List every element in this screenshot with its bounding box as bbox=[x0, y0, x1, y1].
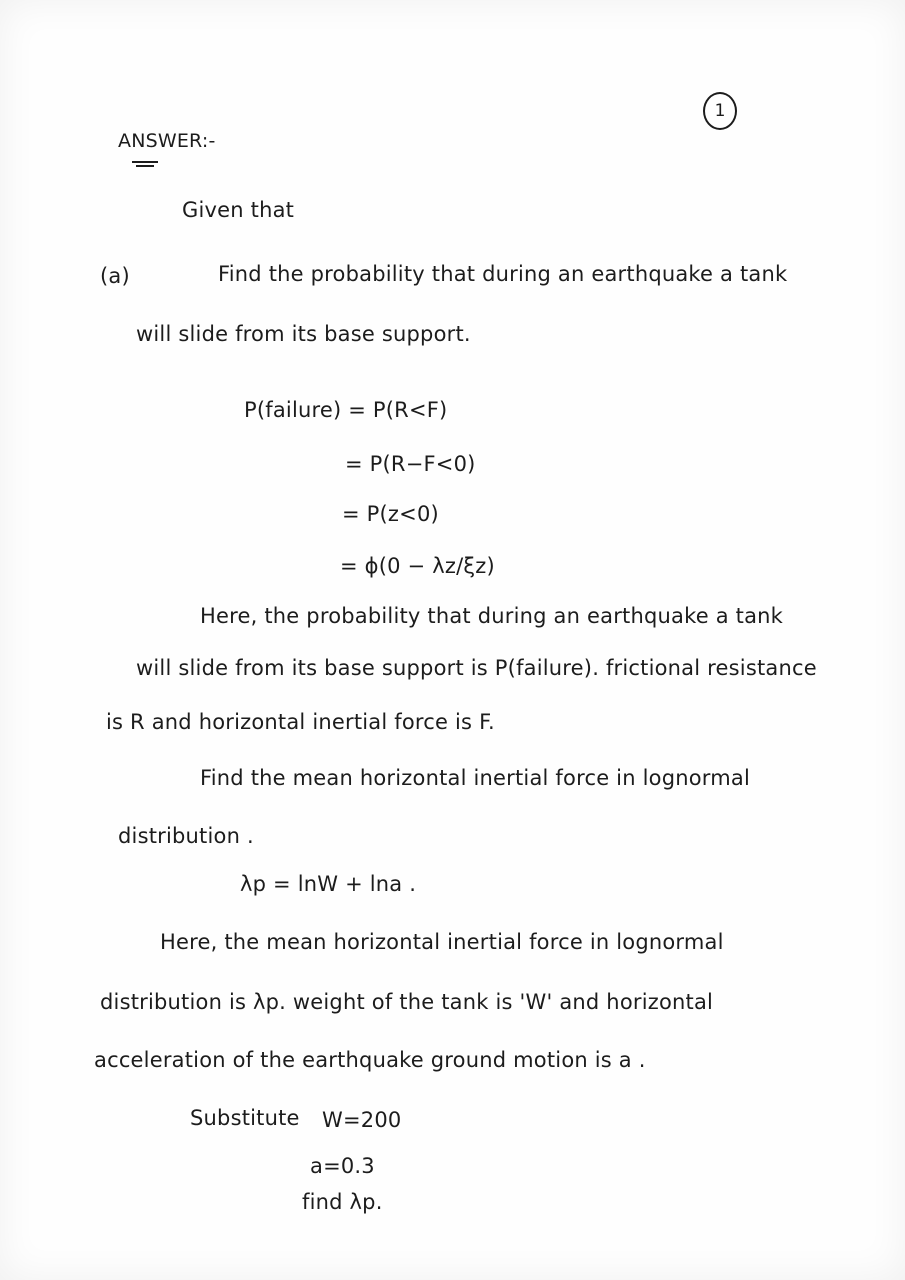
find-mean-line-1: Find the mean horizontal inertial force in lognormal bbox=[200, 766, 751, 790]
find-mean-line-2: distribution . bbox=[118, 824, 254, 848]
equation-line-2: = P(R−F<0) bbox=[345, 452, 476, 476]
here-line-2: will slide from its base support is P(failure). frictional resistance bbox=[136, 656, 817, 680]
substitute-label: Substitute bbox=[190, 1106, 300, 1130]
find-line-1: Find the probability that during an earthquake a tank bbox=[218, 262, 788, 286]
here-mean-line-3: acceleration of the earthquake ground motion is a . bbox=[94, 1048, 646, 1072]
w-value: W=200 bbox=[322, 1108, 402, 1132]
here-mean-line-1: Here, the mean horizontal inertial force in lognormal bbox=[160, 930, 724, 954]
a-value: a=0.3 bbox=[310, 1154, 375, 1178]
here-mean-line-2: distribution is λp. weight of the tank is 'W' and horizontal bbox=[100, 990, 714, 1014]
answer-heading: ANSWER:- bbox=[118, 130, 216, 152]
heading-underline-2 bbox=[136, 165, 154, 167]
given-line: Given that bbox=[182, 198, 295, 222]
page-number bbox=[703, 92, 737, 130]
part-label: (a) bbox=[100, 264, 130, 288]
find-line-2: will slide from its base support. bbox=[136, 322, 471, 346]
equation-line-4: = ϕ(0 − λz/ξz) bbox=[340, 554, 495, 578]
lambda-equation: λp = lnW + lna . bbox=[240, 872, 417, 896]
find-lambda: find λp. bbox=[302, 1190, 383, 1214]
here-line-3: is R and horizontal inertial force is F. bbox=[106, 710, 495, 734]
equation-line-1: P(failure) = P(R<F) bbox=[244, 398, 448, 422]
heading-underline bbox=[132, 161, 158, 163]
here-line-1: Here, the probability that during an earthquake a tank bbox=[200, 604, 784, 628]
equation-line-3: = P(z<0) bbox=[342, 502, 439, 526]
page-number-text: 1 bbox=[714, 101, 726, 121]
